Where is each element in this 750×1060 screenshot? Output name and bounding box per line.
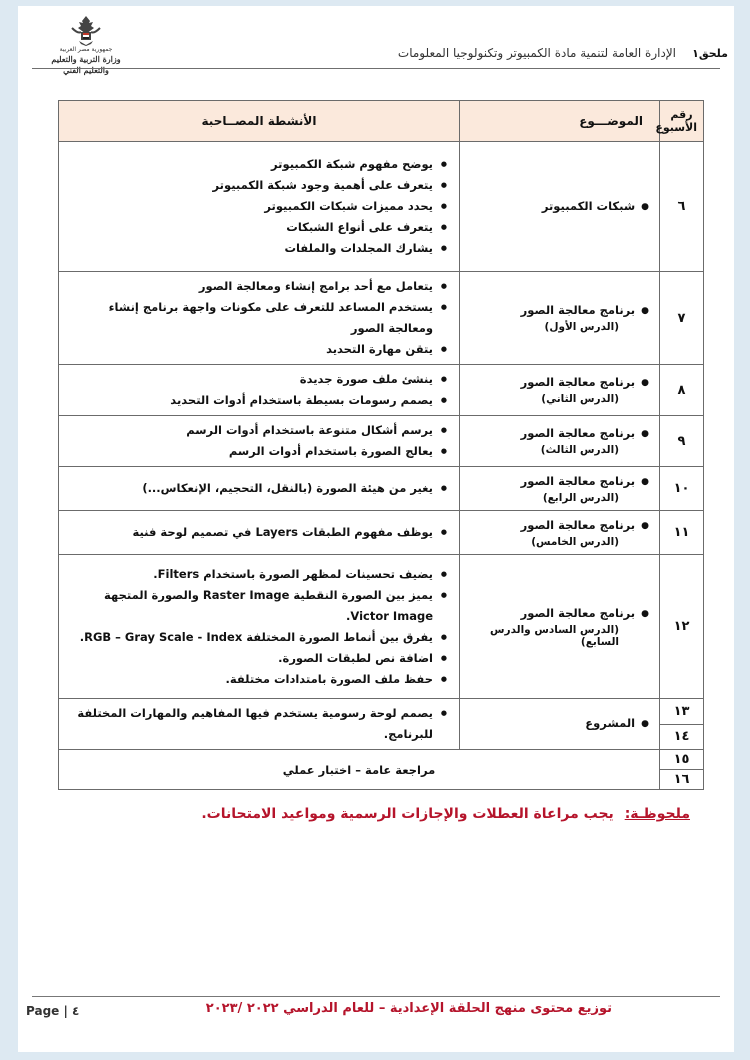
topic-text: برنامج معالجة الصور — [520, 605, 636, 620]
footer-title: توزيع محتوى منهج الحلقة الإعدادية – للعام الدراسي ٢٠٢٢ /٢٠٢٣ — [205, 1001, 612, 1016]
topic-text: برنامج معالجة الصور — [520, 517, 636, 532]
document-page — [18, 6, 734, 1052]
activity-item: ● يستخدم المساعد للتعرف على مكونات واجهة برنامج إنشاء ومعالجة الصور — [65, 297, 433, 339]
topic-line — [464, 518, 649, 534]
activities-cell — [59, 555, 460, 699]
topic-sub: (الدرس الرابع) — [542, 491, 619, 504]
activity-item: ● يشارك المجلدات والملفات — [65, 238, 433, 259]
week-cell: ١٠ — [660, 467, 704, 511]
logo-text: وزارة التربية والتعليم والتعليم الفني — [51, 54, 121, 75]
activity-item: ● يحدد مميزات شبكات الكمبيوتر — [65, 196, 433, 217]
activity-item: ● يتعرف على أهمية وجود شبكة الكمبيوتر — [65, 175, 433, 196]
topic-cell — [460, 416, 660, 467]
activity-item: ● يوظف مفهوم الطبقات Layers في تصميم لوحة فنية — [65, 522, 433, 543]
activities-list — [65, 522, 449, 543]
note — [201, 806, 690, 822]
topic-cell — [460, 467, 660, 511]
activity-item: ● حفظ ملف الصورة بامتدادات مختلفة. — [65, 669, 433, 690]
week-cell: ١٦ — [660, 770, 704, 790]
activity-item: ● يتعامل مع أحد برامج إنشاء ومعالجة الصور — [65, 276, 433, 297]
footer-divider — [32, 996, 720, 997]
topic-text: برنامج معالجة الصور — [520, 473, 636, 488]
activity-item: ● يصمم لوحة رسومية يستخدم فيها المفاهيم والمهارات المختلفة للبرنامج. — [65, 703, 433, 745]
bullet-icon: ● — [641, 719, 649, 729]
topic-sub: (الدرس الثالث) — [540, 444, 619, 456]
topic-cell — [460, 555, 660, 699]
table-row — [59, 467, 704, 511]
activities-cell — [59, 142, 460, 272]
topic-cell — [460, 142, 660, 272]
activities-cell — [59, 365, 460, 416]
topic-cell — [460, 699, 660, 750]
activity-item: ● اضافة نص لطبقات الصورة. — [65, 648, 433, 669]
table-row — [59, 511, 704, 555]
topic-line — [464, 426, 649, 442]
header-week: رقم الأسبوع — [660, 101, 704, 142]
topic-sub: (الدرس الخامس) — [531, 535, 619, 548]
week-cell: ١٥ — [660, 750, 704, 770]
activities-cell — [59, 416, 460, 467]
activities-list — [65, 564, 449, 690]
bullet-icon: ● — [641, 429, 649, 439]
topic-cell — [460, 511, 660, 555]
topic-text: برنامج معالجة الصور — [520, 375, 636, 389]
week-cell: ٩ — [660, 416, 704, 467]
activity-item: ● يميز بين الصورة النقطية Raster Image والصورة المتجهة Victor Image. — [65, 585, 433, 627]
table-row — [59, 272, 704, 365]
activities-cell — [59, 467, 460, 511]
activities-list — [65, 703, 449, 745]
week-cell: ٦ — [660, 142, 704, 272]
activities-list — [65, 420, 449, 462]
bullet-icon: ● — [641, 306, 649, 316]
note-text: يجب مراعاة العطلات والإجازات الرسمية ومواعيد الامتحانات. — [201, 806, 614, 822]
topic-line — [464, 199, 649, 215]
topic-text: برنامج معالجة الصور — [520, 426, 636, 440]
bullet-icon: ● — [641, 608, 649, 619]
activities-list — [65, 154, 449, 259]
activities-list — [65, 369, 449, 411]
activity-item: ● يتعرف على أنواع الشبكات — [65, 217, 433, 238]
topic-line — [464, 716, 649, 732]
page-indicator — [26, 1004, 79, 1018]
header-divider — [32, 68, 720, 69]
table-row — [59, 365, 704, 416]
header-title: الإدارة العامة لتنمية مادة الكمبيوتر وتكنولوجيا المعلومات — [397, 46, 676, 60]
table-row-review — [59, 750, 704, 770]
annex-label: ملحق١ — [692, 47, 728, 60]
topic-cell — [460, 272, 660, 365]
topic-text: المشروع — [585, 716, 636, 730]
table-row — [59, 555, 704, 699]
activity-item: ● يفرق بين أنماط الصورة المختلفة RGB – Gray Scale - Index. — [65, 627, 433, 648]
week-cell: ٨ — [660, 365, 704, 416]
week-cell: ١٢ — [660, 555, 704, 699]
topic-sub: (الدرس السادس والدرس السابع) — [490, 623, 619, 648]
topic-sub: (الدرس الأول) — [544, 321, 619, 333]
ministry-logo — [46, 10, 126, 82]
topic-sub: (الدرس الثاني) — [541, 393, 619, 405]
activities-cell — [59, 272, 460, 365]
note-label: ملحوظـة: — [624, 806, 690, 822]
page-number: ٤ — [72, 1004, 80, 1018]
activity-item: ● يغير من هيئة الصورة (بالنقل، التحجيم، الإنعكاس...) — [65, 478, 433, 499]
activities-cell — [59, 699, 460, 750]
topic-text: شبكات الكمبيوتر — [541, 198, 636, 213]
bullet-icon: ● — [641, 378, 649, 388]
activities-cell — [59, 511, 460, 555]
bullet-icon: ● — [641, 520, 649, 531]
topic-line — [464, 375, 649, 391]
activity-item: ● يوضح مفهوم شبكة الكمبيوتر — [65, 154, 433, 175]
topic-line — [464, 474, 649, 490]
activities-list — [65, 276, 449, 360]
activity-item: ● يصمم رسومات بسيطة باستخدام أدوات التحديد — [65, 390, 433, 411]
activities-list — [65, 478, 449, 499]
topic-cell — [460, 365, 660, 416]
week-cell: ١٤ — [660, 724, 704, 750]
week-cell: ١٣ — [660, 699, 704, 725]
topic-line — [464, 606, 649, 622]
topic-line — [464, 303, 649, 319]
page-label: Page | — [26, 1004, 68, 1018]
activity-item: ● يتقن مهارة التحديد — [65, 339, 433, 360]
activity-item: ● يضيف تحسينات لمظهر الصورة باستخدام Filters. — [65, 564, 433, 585]
header-activities: الأنشطة المصــاحبة — [59, 101, 460, 142]
activity-item: ● يرسم أشكال متنوعة باستخدام أدوات الرسم — [65, 420, 433, 441]
header-topic: الموضـــوع — [460, 101, 660, 142]
review-cell: مراجعة عامة – اختبار عملي — [59, 750, 660, 790]
bullet-icon: ● — [641, 476, 649, 487]
table-row — [59, 142, 704, 272]
topic-text: برنامج معالجة الصور — [520, 303, 636, 317]
activity-item: ● ينشئ ملف صورة جديدة — [65, 369, 433, 390]
logo-sub-text: جمهورية مصر العربية — [59, 46, 113, 53]
activity-item: ● يعالج الصورة باستخدام أدوات الرسم — [65, 441, 433, 462]
week-cell: ١١ — [660, 511, 704, 555]
table-row-project — [59, 699, 704, 725]
schedule-table — [58, 100, 704, 790]
table-header-row — [59, 101, 704, 142]
bullet-icon: ● — [641, 201, 649, 212]
table-row — [59, 416, 704, 467]
week-cell: ٧ — [660, 272, 704, 365]
